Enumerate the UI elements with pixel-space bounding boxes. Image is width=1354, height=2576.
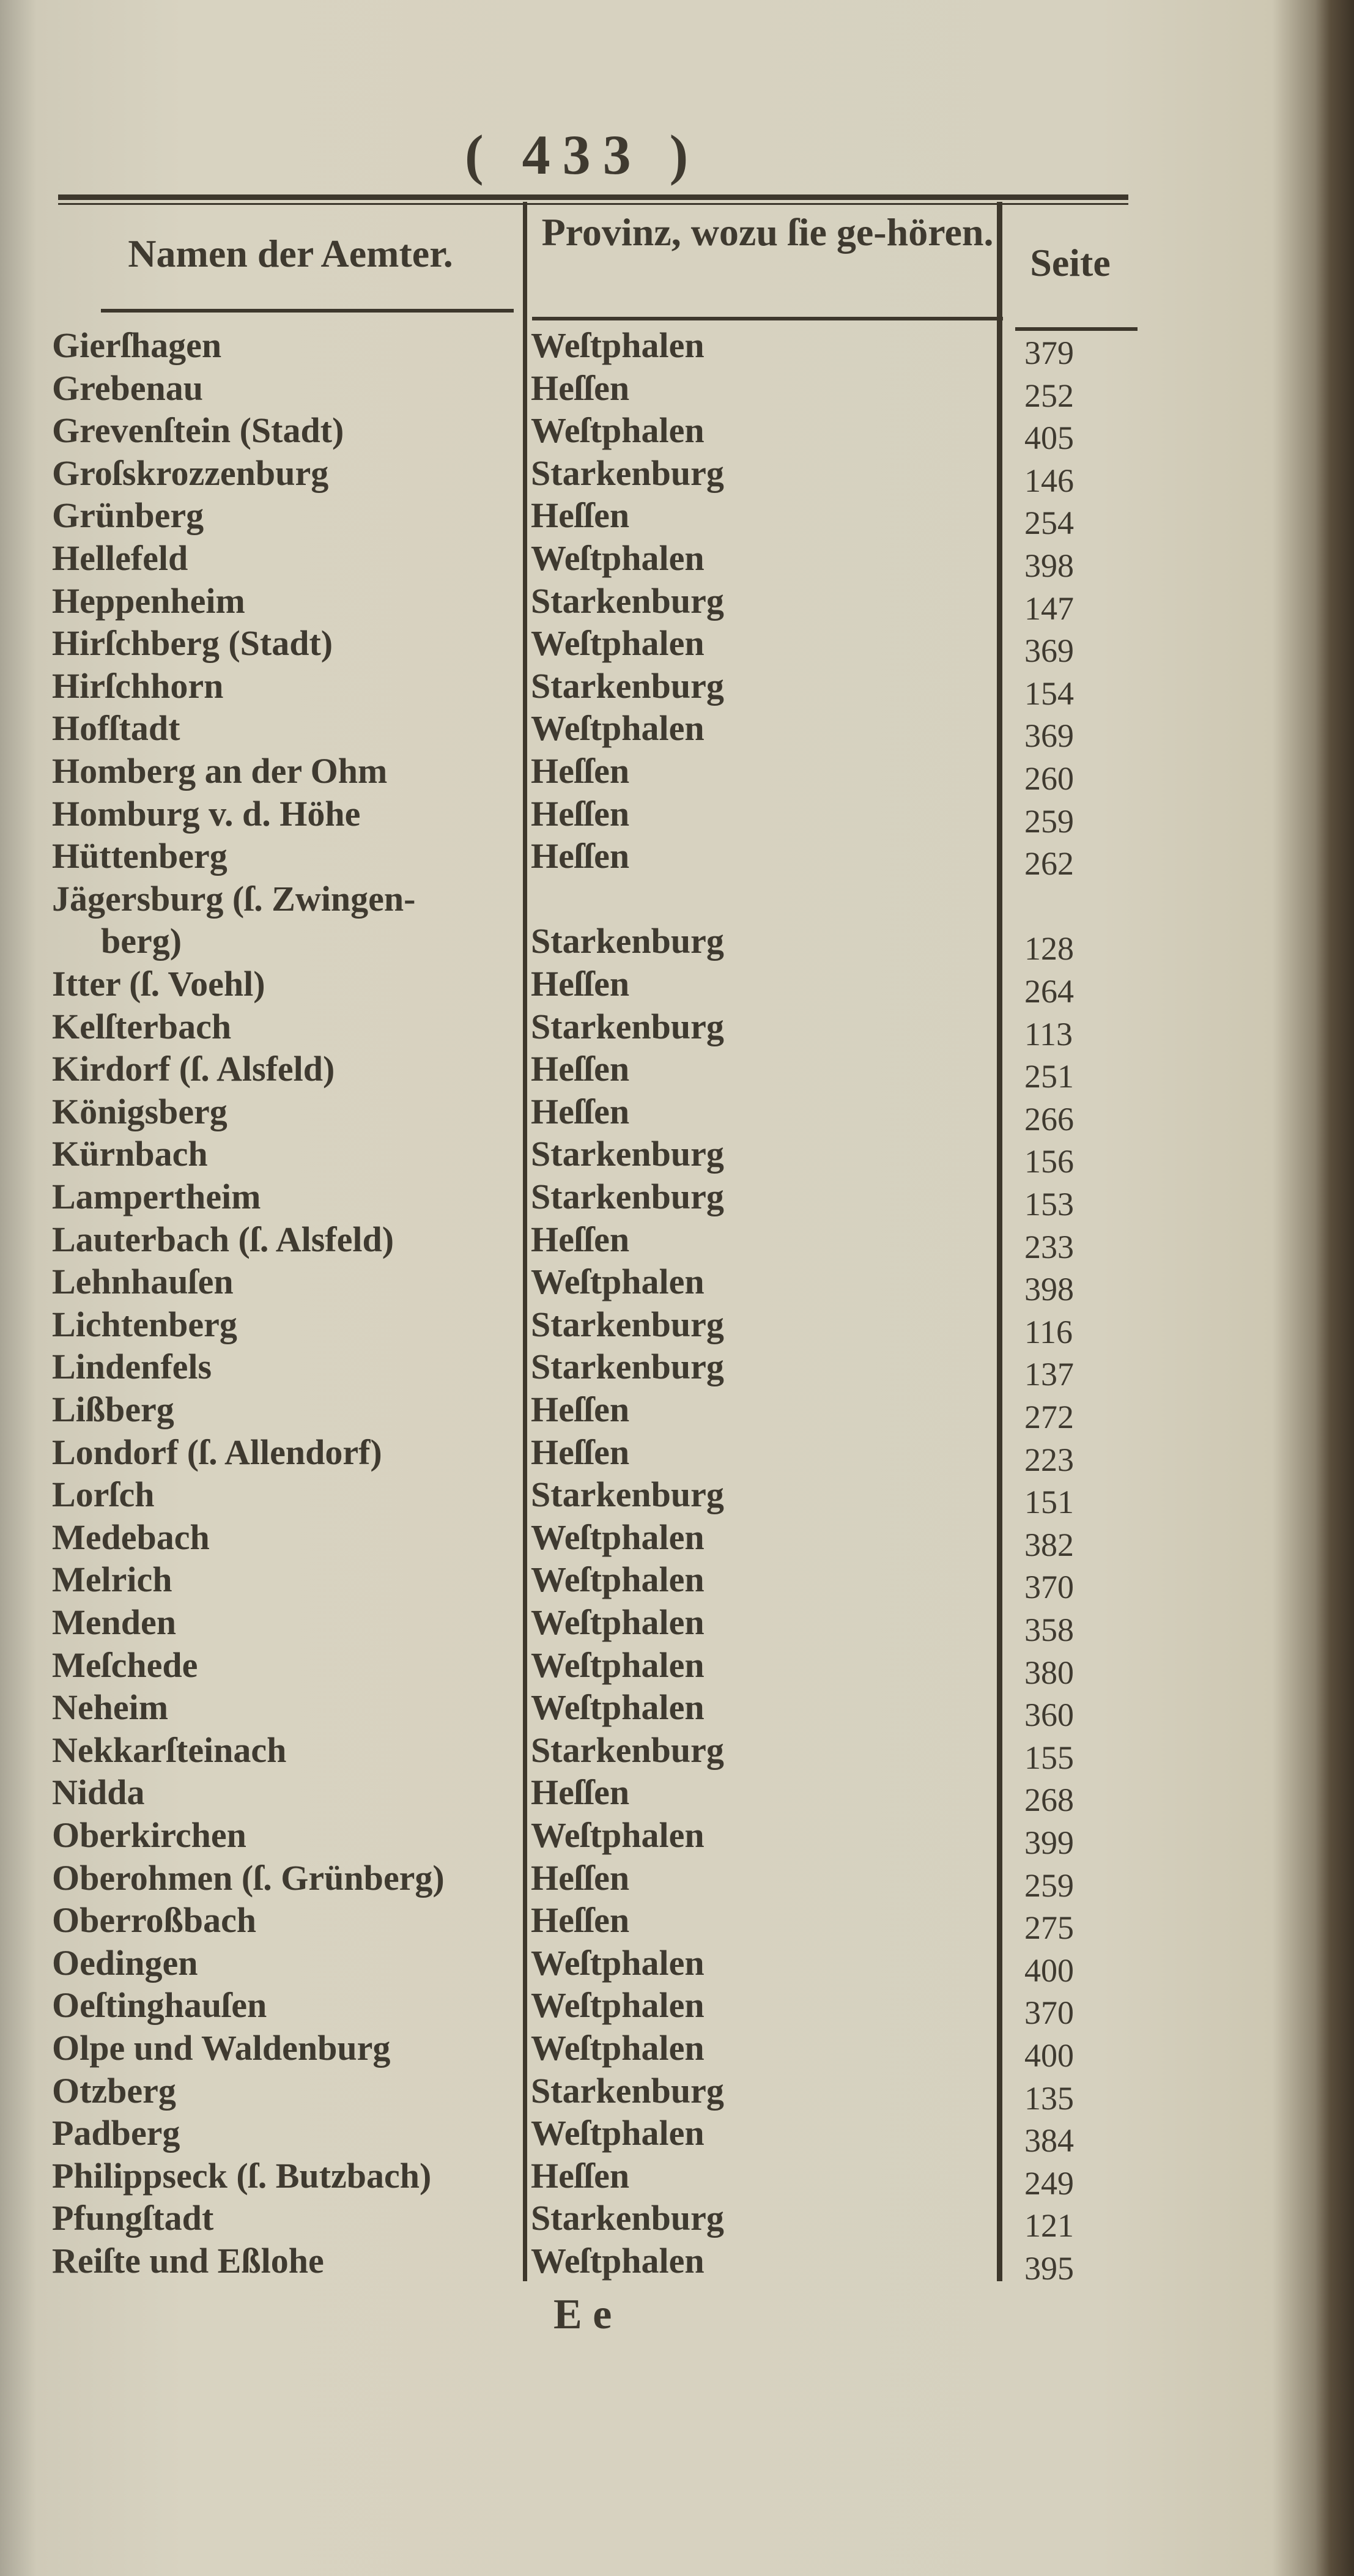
page-ref: 379 [1024, 335, 1074, 371]
province: Weſtphalen [531, 538, 705, 578]
province: Starkenburg [531, 2070, 724, 2111]
office-name: Königsberg [52, 1091, 228, 1131]
top-rule [58, 194, 1128, 200]
office-name: Londorf (ſ. Allendorf) [52, 1432, 382, 1472]
office-name: Lorſch [52, 1475, 155, 1515]
province: Weſtphalen [531, 1560, 705, 1600]
page-ref: 400 [1024, 1952, 1074, 1989]
province: Starkenburg [531, 921, 724, 961]
page-ref: 146 [1024, 462, 1074, 499]
office-name: Olpe und Waldenburg [52, 2028, 391, 2068]
province: Starkenburg [531, 1304, 724, 1344]
office-name: Groſskrozzenburg [52, 453, 329, 493]
office-name: Oberkirchen [52, 1815, 246, 1855]
page-ref: 264 [1024, 973, 1074, 1010]
office-name: Nekkarſteinach [52, 1730, 287, 1770]
office-name: Lehnhauſen [52, 1262, 234, 1302]
province: Heſſen [531, 836, 630, 876]
province: Heſſen [531, 368, 630, 408]
page-ref: 275 [1024, 1909, 1074, 1947]
page-ref: 137 [1024, 1356, 1074, 1393]
page-ref: 233 [1024, 1228, 1074, 1265]
page-ref: 259 [1024, 1867, 1074, 1904]
office-name: Pfungſtadt [52, 2198, 214, 2238]
office-name: Lindenfels [52, 1347, 212, 1387]
page-ref: 113 [1024, 1015, 1073, 1053]
signature-mark: E e [553, 2291, 612, 2338]
office-name: Neheim [52, 1687, 169, 1728]
province: Weſtphalen [531, 1942, 705, 1983]
page-ref: 370 [1024, 1994, 1074, 2032]
page-ref: 405 [1024, 420, 1074, 457]
header-rule-mid [532, 317, 1003, 320]
province: Heſſen [531, 1219, 630, 1259]
office-name: Hüttenberg [52, 836, 228, 876]
office-name: Hirſchhorn [52, 665, 224, 706]
province: Starkenburg [531, 580, 724, 621]
page-ref: 153 [1024, 1186, 1074, 1223]
province: Starkenburg [531, 453, 724, 493]
province: Heſſen [531, 1772, 630, 1813]
page-ref: 259 [1024, 802, 1074, 840]
office-name: Lißberg [52, 1390, 174, 1429]
province: Weſtphalen [531, 1645, 705, 1685]
top-rule-thin [58, 203, 1128, 205]
page-ref: 252 [1024, 377, 1074, 414]
office-name: Medebach [52, 1517, 210, 1557]
province: Starkenburg [531, 665, 724, 706]
office-name: Hellefeld [52, 538, 188, 578]
page-ref: 370 [1024, 1569, 1074, 1606]
column-divider-2 [997, 202, 1002, 2281]
page-ref: 398 [1024, 547, 1074, 584]
province: Starkenburg [531, 1347, 724, 1387]
province: Starkenburg [531, 1134, 724, 1174]
page-ref: 398 [1024, 1271, 1074, 1308]
province: Starkenburg [531, 1177, 724, 1216]
province: Starkenburg [531, 2198, 724, 2238]
header-rule-left [101, 309, 514, 313]
office-name: Menden [52, 1602, 176, 1642]
page-ref: 135 [1024, 2079, 1074, 2117]
page-ref: 358 [1024, 1612, 1074, 1648]
page-ref: 395 [1024, 2250, 1074, 2287]
office-name: Grevenſtein (Stadt) [52, 410, 344, 451]
page-ref: 360 [1024, 1697, 1074, 1734]
province: Heſſen [531, 1432, 630, 1472]
office-name: Otzberg [52, 2070, 176, 2111]
office-name: Lichtenberg [52, 1304, 237, 1344]
page-ref: 260 [1024, 760, 1074, 797]
office-name: Padberg [52, 2113, 180, 2153]
province: Weſtphalen [531, 708, 705, 749]
office-name: Heppenheim [52, 580, 245, 621]
province: Weſtphalen [531, 2241, 705, 2281]
page-ref: 156 [1024, 1143, 1074, 1180]
province: Weſtphalen [531, 2113, 705, 2153]
office-name: Homburg v. d. Höhe [52, 793, 361, 834]
office-name: Hofſtadt [52, 708, 180, 749]
province: Weſtphalen [531, 1687, 705, 1728]
office-name: Oedingen [52, 1942, 198, 1983]
office-name: Grebenau [52, 368, 204, 408]
office-name: Homberg an der Ohm [52, 751, 388, 791]
province: Weſtphalen [531, 1985, 705, 2026]
page-ref: 223 [1024, 1441, 1074, 1478]
page-ref: 116 [1024, 1313, 1073, 1350]
province: Heſſen [531, 2155, 630, 2196]
office-name: Melrich [52, 1560, 172, 1600]
office-name: Lauterbach (ſ. Alsfeld) [52, 1219, 394, 1259]
province: Weſtphalen [531, 1602, 705, 1642]
page-ref: 268 [1024, 1782, 1074, 1819]
page-number: ( 433 ) [465, 124, 701, 186]
page-ref: 369 [1024, 632, 1074, 670]
page-ref: 254 [1024, 505, 1074, 542]
page-ref: 272 [1024, 1399, 1074, 1435]
province: Weſtphalen [531, 1517, 705, 1557]
office-name: Oeſtinghauſen [52, 1985, 267, 2026]
province: Weſtphalen [531, 1262, 705, 1302]
province: Starkenburg [531, 1006, 724, 1046]
page-ref: 251 [1024, 1058, 1074, 1095]
office-name: Itter (ſ. Voehl) [52, 964, 265, 1004]
province: Heſſen [531, 1390, 630, 1429]
office-name: Nidda [52, 1772, 145, 1813]
page-ref: 155 [1024, 1739, 1074, 1776]
office-name: Oberroßbach [52, 1900, 257, 1941]
page-ref: 151 [1024, 1484, 1074, 1521]
page-ref: 399 [1024, 1824, 1074, 1861]
office-name: Lampertheim [52, 1177, 261, 1216]
province: Weſtphalen [531, 410, 705, 451]
page-ref: 382 [1024, 1526, 1074, 1563]
office-name: Meſchede [52, 1645, 198, 1685]
page-ref: 147 [1024, 590, 1074, 627]
page-ref: 128 [1024, 930, 1074, 968]
page-ref: 262 [1024, 845, 1074, 883]
province: Weſtphalen [531, 1815, 705, 1855]
office-name: Oberohmen (ſ. Grünberg) [52, 1857, 445, 1898]
page-ref: 380 [1024, 1654, 1074, 1691]
province: Heſſen [531, 1900, 630, 1941]
office-name: Kürnbach [52, 1134, 208, 1174]
office-name: berg) [101, 921, 182, 961]
header-name: Namen der Aemter. [128, 232, 453, 275]
page-ref: 266 [1024, 1100, 1074, 1138]
province: Weſtphalen [531, 325, 705, 365]
column-divider-1 [523, 202, 527, 2281]
header-province: Provinz, wozu ſie ge-hören. [541, 210, 994, 254]
province: Heſſen [531, 1049, 630, 1089]
office-name: Grünberg [52, 495, 204, 536]
province: Heſſen [531, 1857, 630, 1898]
province: Weſtphalen [531, 623, 705, 664]
office-name: Reiſte und Eßlohe [52, 2241, 324, 2281]
header-rule-right [1015, 327, 1138, 331]
page-ref: 400 [1024, 2037, 1074, 2074]
province: Weſtphalen [531, 2028, 705, 2068]
office-name: Gierſhagen [52, 325, 222, 365]
page-ref: 249 [1024, 2164, 1074, 2202]
province: Heſſen [531, 495, 630, 536]
office-name: Hirſchberg (Stadt) [52, 623, 333, 664]
header-page: Seite [1030, 241, 1111, 284]
province: Heſſen [531, 751, 630, 791]
province: Starkenburg [531, 1730, 724, 1770]
province: Heſſen [531, 793, 630, 834]
page-ref: 154 [1024, 675, 1074, 712]
page-ref: 121 [1024, 2207, 1074, 2245]
office-name: Philippseck (ſ. Butzbach) [52, 2155, 432, 2196]
office-name: Kelſterbach [52, 1006, 232, 1046]
page-ref: 369 [1024, 717, 1074, 755]
page-ref: 384 [1024, 2122, 1074, 2160]
province: Heſſen [531, 1091, 630, 1131]
province: Heſſen [531, 964, 630, 1004]
office-name: Jägersburg (ſ. Zwingen- [52, 878, 416, 919]
office-name: Kirdorf (ſ. Alsfeld) [52, 1049, 335, 1089]
province: Starkenburg [531, 1475, 724, 1515]
